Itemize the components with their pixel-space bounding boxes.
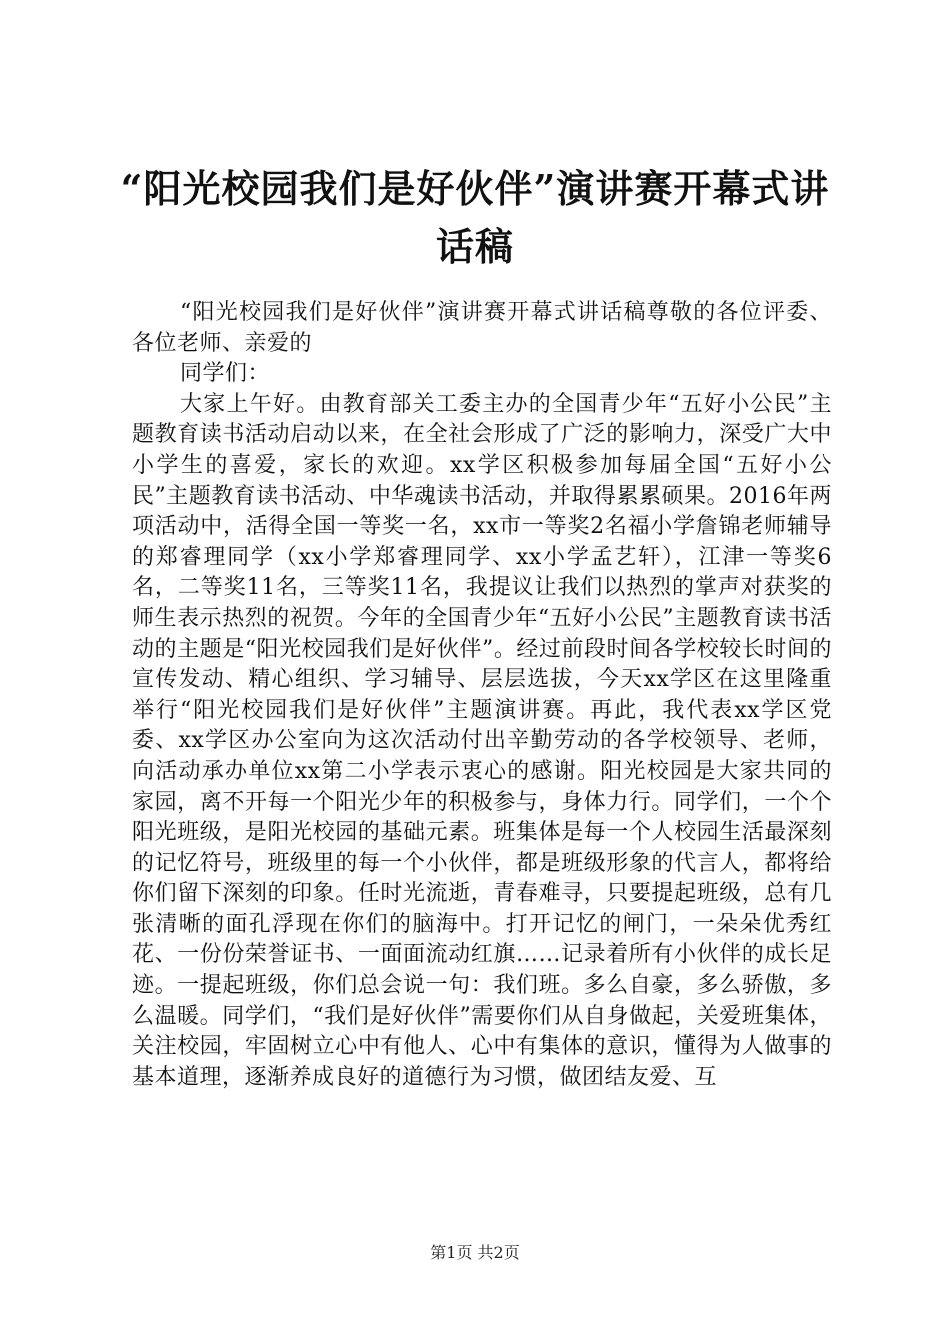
opening-paragraph: “阳光校园我们是好伙伴”演讲赛开幕式讲话稿尊敬的各位评委、各位老师、亲爱的 xyxy=(132,300,832,356)
document-body xyxy=(132,298,832,1093)
main-paragraph: 大家上午好。由教育部关工委主办的全国青少年“五好小公民”主题教育读书活动启动以来，在全社会形成了广泛的影响力，深受广大中小学生的喜爱，家长的欢迎。xx学区积极参加每届全国“五好小公民”主题教育读书活动、中华魂读书活动，并取得累累硕果。2016年两项活动中，活得全国一等奖一名，xx市一等奖2名福小学詹锦老师辅导的郑睿理同学（xx小学郑睿理同学、xx小学孟艺轩），江津一等奖6名，二等奖11名，三等奖11名，我提议让我们以热烈的掌声对获奖的师生表示热烈的祝贺。今年的全国青少年“五好小公民”主题教育读书活动的主题是“阳光校园我们是好伙伴”。经过前段时间各学校较长时间的宣传发动、精心组织、学习辅导、层层选拔，今天xx学区在这里隆重举行“阳光校园我们是好伙伴”主题演讲赛。再此，我代表xx学区党委、xx学区办公室向为这次活动付出辛勤劳动的各学校领导、老师，向活动承办单位xx第二小学表示衷心的感谢。阳光校园是大家共同的家园，离不开每一个阳光少年的积极参与，身体力行。同学们，一个个阳光班级，是阳光校园的基础元素。班集体是每一个人校园生活最深刻的记忆符号，班级里的每一个小伙伴，都是班级形象的代言人，都将给你们留下深刻的印象。任时光流逝，青春难寻，只要提起班级，总有几张清晰的面孔浮现在你们的脑海中。打开记忆的闸门，一朵朵优秀红花、一份份荣誉证书、一面面流动红旗……记录着所有小伙伴的成长足迹。一提起班级，你们总会说一句：我们班。多么自豪，多么骄傲，多么温暖。同学们，“我们是好伙伴”需要你们从自身做起，关爱班集体，关注校园，牢固树立心中有他人、心中有集体的意识，懂得为人做事的基本道理，逐渐养成良好的道德行为习惯，做团结友爱、互 xyxy=(132,391,832,1090)
document-title: “阳光校园我们是好伙伴”演讲赛开幕式讲话稿 xyxy=(120,166,830,269)
salutation-paragraph: 同学们： xyxy=(180,361,271,387)
page-footer: 第1页 共2页 xyxy=(430,1243,520,1262)
